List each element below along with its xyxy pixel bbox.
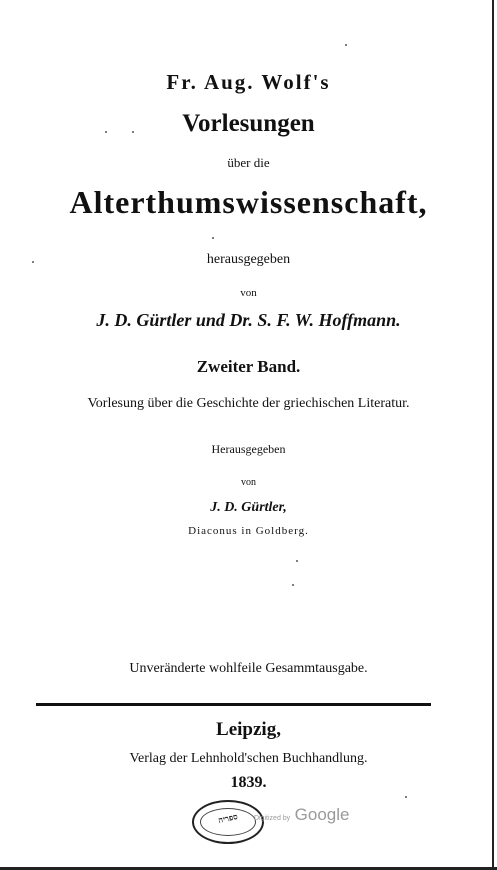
von-line: von xyxy=(240,287,257,299)
scan-speck xyxy=(212,237,214,239)
editors-line: J. D. Gürtler und Dr. S. F. W. Hoffmann. xyxy=(96,310,401,330)
watermark-prefix: Digitized by xyxy=(254,815,291,822)
edition-note-line: Unveränderte wohlfeile Gesammtausgabe. xyxy=(129,661,368,676)
scan-speck xyxy=(132,131,134,133)
uber-die-line: über die xyxy=(227,155,270,170)
scan-speck xyxy=(292,584,294,586)
city-line: Leipzig, xyxy=(216,719,281,740)
scan-speck xyxy=(32,261,34,263)
herausgegeben-2-line: Herausgegeben xyxy=(211,442,286,456)
digitized-by-google-watermark xyxy=(254,805,349,825)
library-stamp-text: ספריה xyxy=(217,812,239,825)
editor-2-role-line: Diaconus in Goldberg. xyxy=(188,525,309,537)
scan-speck xyxy=(405,796,407,798)
google-logo: Google xyxy=(294,805,350,824)
scan-speck xyxy=(296,560,298,562)
author-line: Fr. Aug. Wolf's xyxy=(166,70,331,94)
volume-line: Zweiter Band. xyxy=(196,357,301,376)
year-line: 1839. xyxy=(230,774,267,791)
editor-2-line: J. D. Gürtler, xyxy=(210,500,287,515)
publisher-line: Verlag der Lehnhold'schen Buchhandlung. xyxy=(129,751,368,766)
von-2-line: von xyxy=(241,477,256,488)
title-line: Vorlesungen xyxy=(182,110,315,137)
volume-subtitle-line: Vorlesung über die Geschichte der griechischen Literatur. xyxy=(87,396,410,411)
divider-rule xyxy=(36,703,431,706)
subject-line: Alterthumswissenschaft, xyxy=(69,184,428,220)
scan-speck xyxy=(345,44,347,46)
herausgegeben-line: herausgegeben xyxy=(206,252,291,267)
scan-speck xyxy=(105,131,107,133)
